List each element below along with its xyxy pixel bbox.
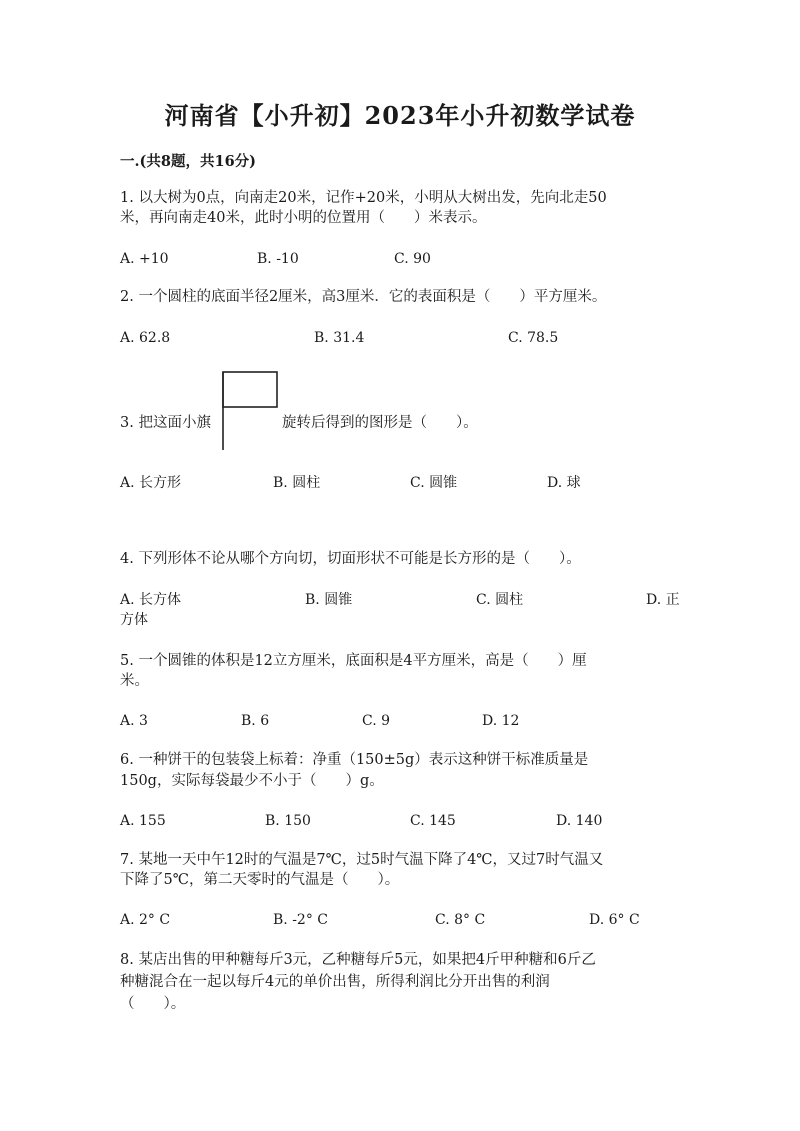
flag-figure: [218, 370, 280, 452]
question-6-line-2: 150g，实际每袋最少不小于（ ）g。: [120, 773, 384, 789]
question-4-option-a: A. 长方体: [120, 592, 182, 608]
question-4-option-c: C. 圆柱: [476, 592, 524, 608]
question-6-option-c: C. 145: [410, 813, 456, 829]
question-2-option-c: C. 78.5: [508, 330, 559, 346]
question-6-line-1: 6. 一种饼干的包装袋上标着：净重（150±5g）表示这种饼干标准质量是: [120, 752, 589, 768]
question-5-option-c: C. 9: [362, 713, 391, 729]
question-2-line-1: 2. 一个圆柱的底面半径2厘米，高3厘米．它的表面积是（ ）平方厘米。: [120, 289, 607, 305]
question-6-option-b: B. 150: [265, 813, 311, 829]
question-7-line-1: 7. 某地一天中午12时的气温是7℃，过5时气温下降了4℃，又过7时气温又: [120, 852, 604, 868]
question-1-line-1: 1. 以大树为0点，向南走20米，记作+20米，小明从大树出发，先向北走50: [120, 190, 607, 206]
section-heading: 一.(共8题，共16分): [120, 153, 257, 170]
question-8-line-3: （ ）。: [120, 996, 186, 1012]
question-4-option-b: B. 圆锥: [305, 592, 353, 608]
flag-banner: [223, 372, 277, 407]
question-2-option-a: A. 62.8: [120, 330, 171, 346]
question-8-line-2: 种糖混合在一起以每斤4元的单价出售，所得利润比分开出售的利润: [120, 974, 550, 990]
question-8-line-1: 8. 某店出售的甲种糖每斤3元，乙种糖每斤5元，如果把4斤甲种糖和6斤乙: [120, 952, 596, 968]
question-4-line-1: 4. 下列形体不论从哪个方向切，切面形状不可能是长方形的是（ ）。: [120, 551, 581, 567]
question-5-line-2: 米。: [120, 673, 149, 689]
question-5-option-d: D. 12: [482, 713, 520, 729]
question-3-line-part-2: 旋转后得到的图形是（ ）。: [282, 415, 478, 431]
question-4-option-d-wrap: 方体: [120, 612, 148, 628]
question-3-option-c: C. 圆锥: [410, 475, 458, 491]
page-title: 河南省【小升初】2023年小升初数学试卷: [164, 101, 636, 130]
question-7-option-d: D. 6° C: [589, 912, 640, 928]
question-7-option-c: C. 8° C: [435, 912, 486, 928]
question-1-option-c: C. 90: [394, 251, 431, 267]
question-2-option-b: B. 31.4: [314, 330, 365, 346]
question-6-option-d: D. 140: [556, 813, 603, 829]
question-7-line-2: 下降了5℃，第二天零时的气温是（ ）。: [120, 872, 400, 888]
question-3-option-a: A. 长方形: [120, 475, 182, 491]
question-1-option-b: B. -10: [257, 251, 299, 267]
question-5-option-a: A. 3: [120, 713, 148, 729]
question-1-line-2: 米，再向南走40米，此时小明的位置用（ ）米表示。: [120, 210, 487, 226]
question-1-option-a: A. +10: [120, 251, 169, 267]
question-5-option-b: B. 6: [241, 713, 270, 729]
question-7-option-a: A. 2° C: [120, 912, 171, 928]
question-5-line-1: 5. 一个圆锥的体积是12立方厘米，底面积是4平方厘米，高是（ ）厘: [120, 653, 587, 669]
question-6-option-a: A. 155: [120, 813, 166, 829]
question-7-option-b: B. -2° C: [273, 912, 328, 928]
question-3-option-b: B. 圆柱: [273, 475, 321, 491]
question-3-option-d: D. 球: [547, 475, 581, 491]
question-3-line-part-1: 3. 把这面小旗: [120, 415, 211, 431]
question-4-option-d: D. 正: [646, 592, 680, 608]
